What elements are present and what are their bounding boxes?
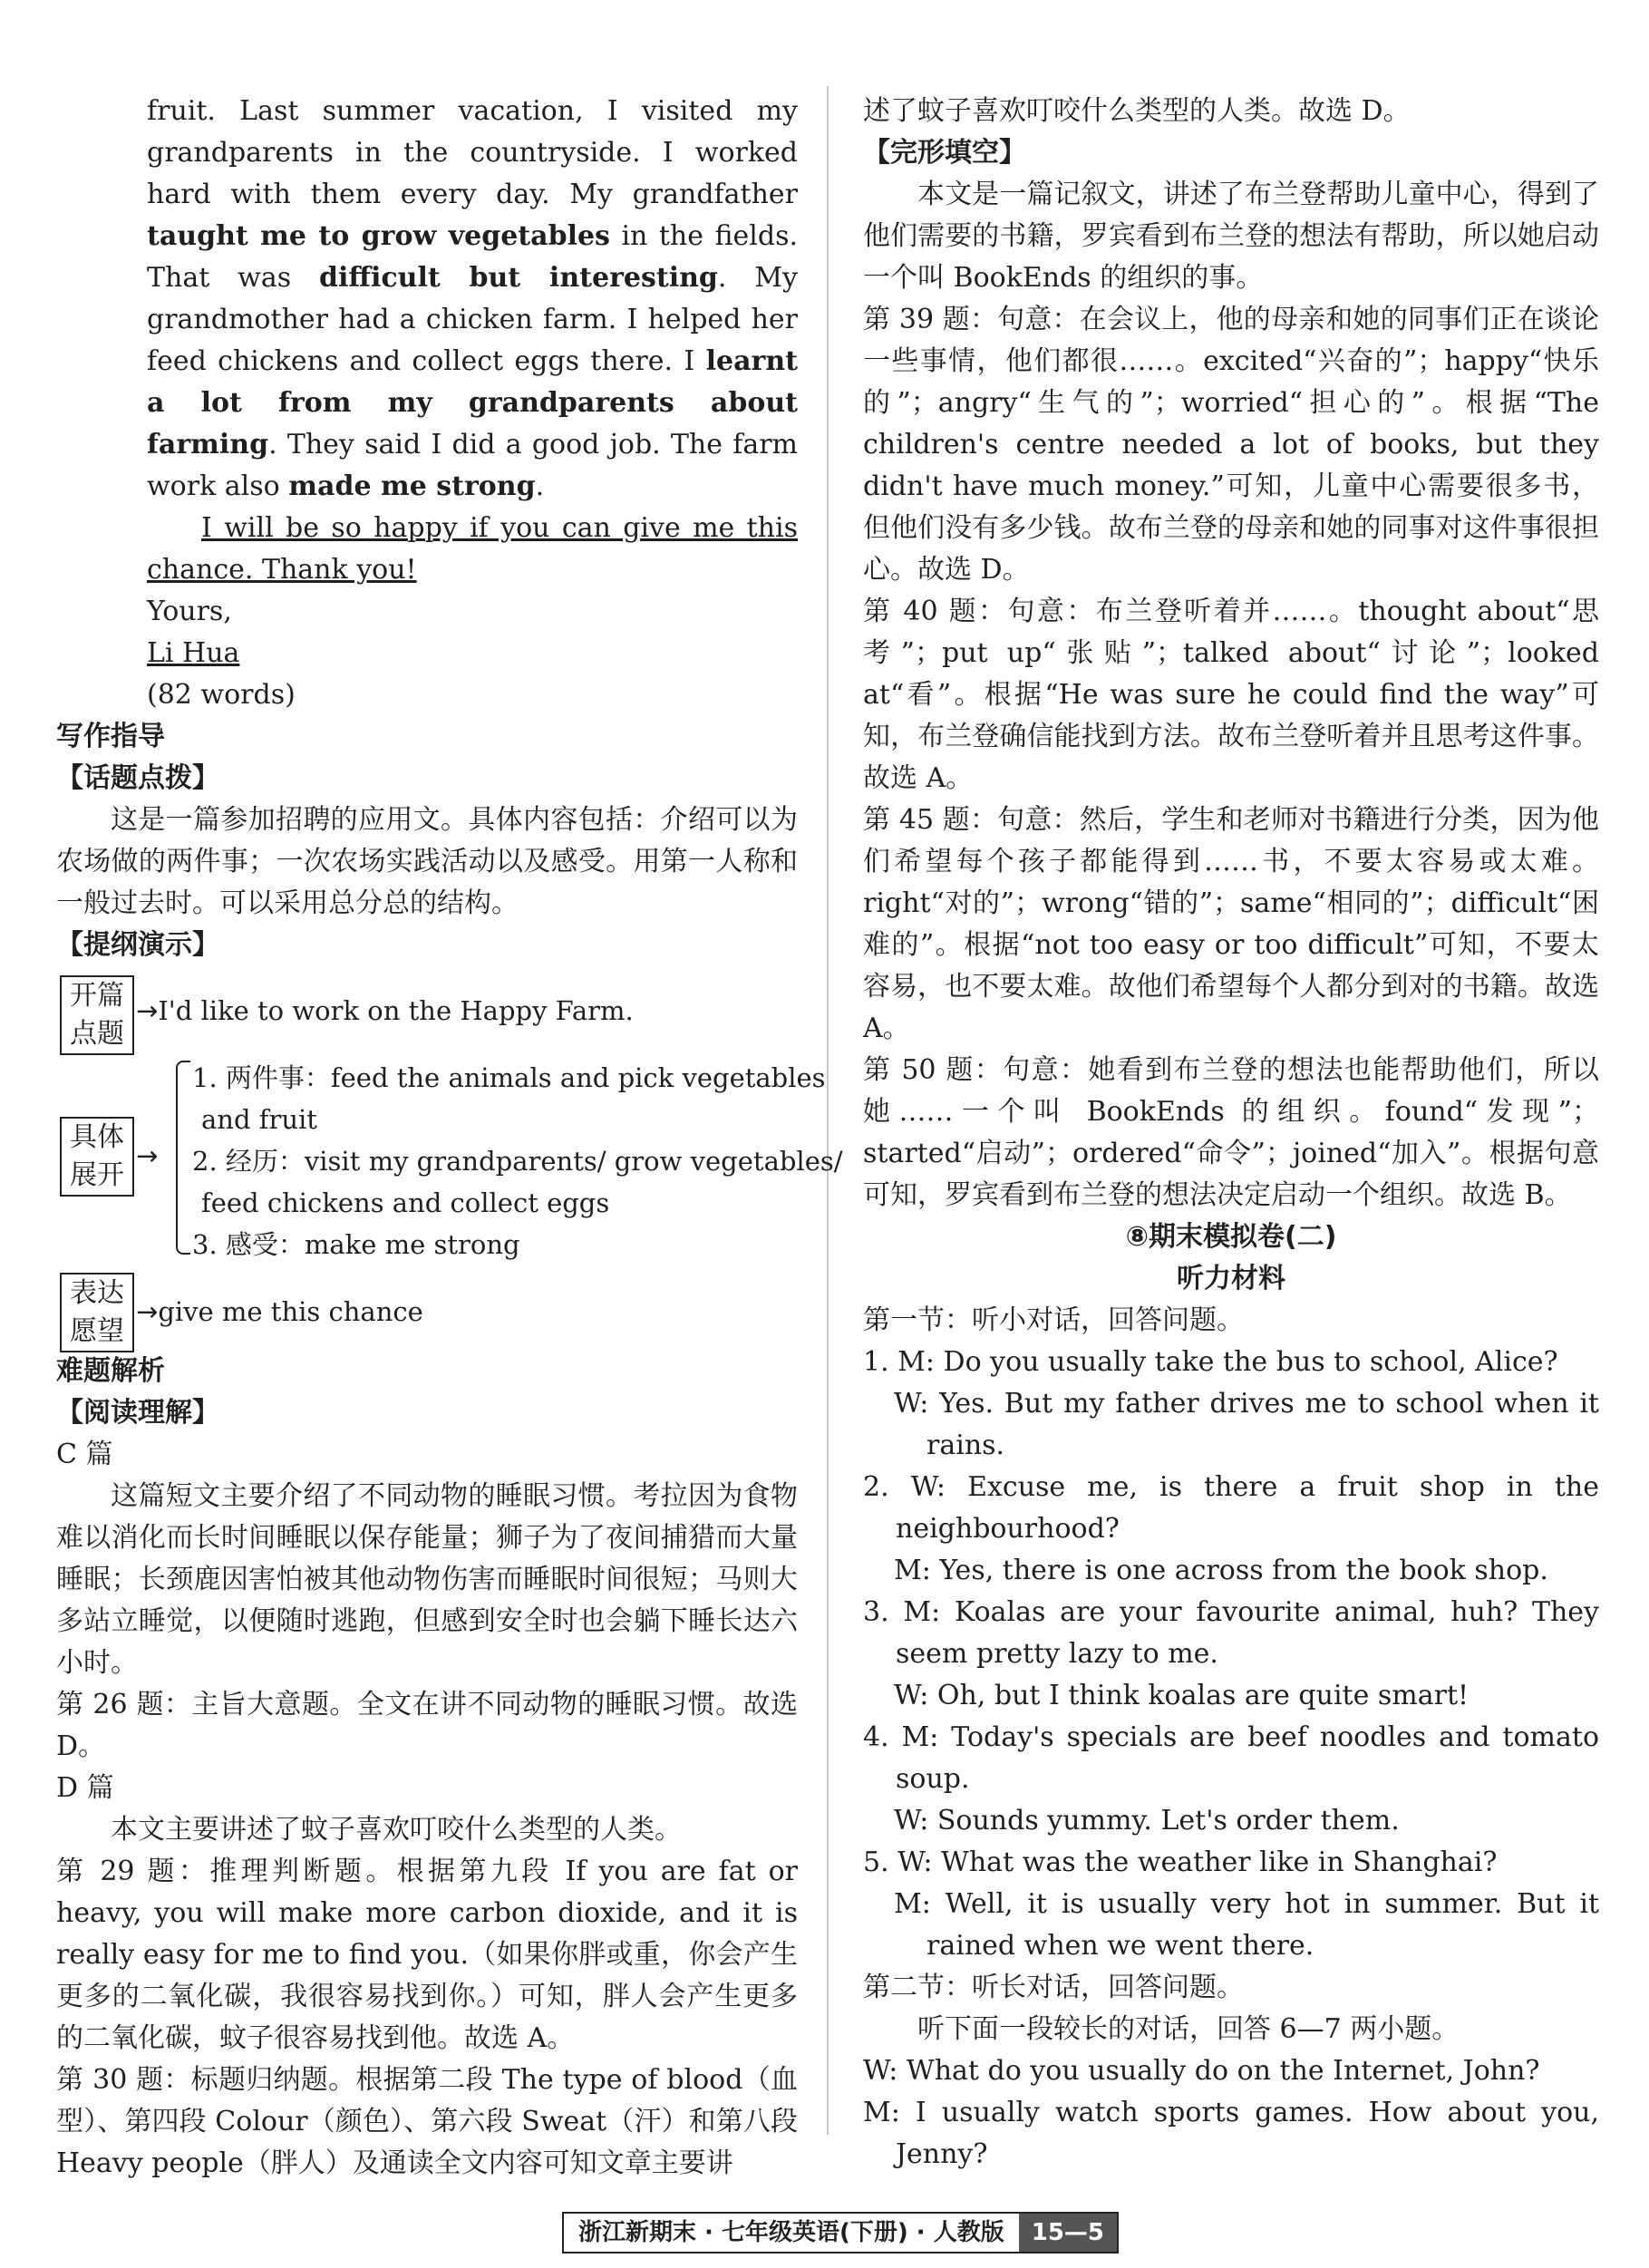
outline-box-body-line1: 具体 [70, 1121, 124, 1153]
outline-line-wish [136, 1291, 423, 1333]
letter-bold-phrase: difficult but interesting [318, 262, 718, 294]
left-column [56, 91, 843, 2185]
reading-heading: 【阅读理解】 [56, 1397, 219, 1429]
outline-item-2a: 2. 经历：visit my grandparents/ grow vegetables/ [192, 1146, 843, 1177]
letter-text: . [535, 470, 545, 502]
question-40: 第 40 题：句意：布兰登听着并……。thought about“思考”；put up“张贴”；talked about“讨论”；looked at“看”。根据“He was sure he could find the way”可知，布兰登确信能找到方法。故布兰登听着并且思考这件事。故选 A。 [863, 596, 1599, 794]
question-29: 第 29 题：推理判断题。根据第九段 If you are fat or heavy, you will make more carbon dioxide, and it is really easy for me to find you.（如果你胖或重，你会产生更多的二氧化碳，我很容易找到你。）可知，胖人会产生更多的二氧化碳，蚊子很容易找到他。故选 A。 [56, 1856, 798, 2054]
outline-item-1a: 1. 两件事：feed the animals and pick vegetables [192, 1062, 826, 1093]
topic-heading: 【话题点拨】 [56, 762, 219, 794]
outline-box-body [60, 1117, 134, 1197]
outline-item-1b: and fruit [201, 1104, 317, 1135]
outline-box-intro-line2: 点题 [70, 1018, 124, 1050]
letter-bold-phrase: taught me to grow vegetables [147, 220, 610, 252]
writing-guide-heading: 写作指导 [56, 721, 165, 752]
dialog-2-line-a: 2. W: Excuse me, is there a fruit shop in the neighbourhood? [863, 1471, 1599, 1545]
passage-c-summary: 这篇短文主要介绍了不同动物的睡眠习惯。考拉因为食物难以消化而长时间睡眠以保存能量；狮子为了夜间捕猎而大量睡眠；长颈鹿因害怕被其他动物伤害而睡眠时间很短；马则大多站立睡觉，以便随时逃跑，但感到安全时也会躺下睡长达六小时。 [56, 1480, 798, 1679]
arrow-icon: → [136, 995, 159, 1026]
outline-box-wish-line1: 表达 [70, 1277, 124, 1309]
listening-title: 听力材料 [1177, 1263, 1285, 1294]
letter-closing: Yours, [147, 596, 232, 627]
long-dialog-line-1: W: What do you usually do on the Internet, John? [863, 2055, 1540, 2087]
outline-box-intro [60, 975, 134, 1055]
topic-text: 这是一篇参加招聘的应用文。具体内容包括：介绍可以为农场做的两件事；一次农场实践活动以及感受。用第一人称和一般过去时。可以采用总分总的结构。 [56, 804, 798, 919]
dialog-5-line-a: 5. W: What was the weather like in Shanghai? [863, 1846, 1498, 1878]
letter-bold-phrase: made me strong [288, 470, 536, 502]
outline-box-body-line2: 展开 [70, 1159, 124, 1191]
dialog-4-line-a: 4. M: Today's specials are beef noodles and tomato soup. [863, 1721, 1599, 1795]
dialog-1-line-a: 1. M: Do you usually take the bus to school, Alice? [863, 1346, 1558, 1378]
question-39: 第 39 题：句意：在会议上，他的母亲和她的同事们正在谈论一些事情，他们都很……。excited“兴奋的”；happy“快乐的”；angry“生气的”；worried“担心的”。根据“The children's centre needed a lot of books, but they didn't have much money.”可知，儿童中心需要很多书，但他们没有多少钱。故布兰登的母亲和她的同事对这件事很担心。故选 D。 [863, 304, 1599, 586]
long-dialog-line-2: M: I usually watch sports games. How about you, Jenny? [863, 2097, 1599, 2170]
outline-box-wish-line2: 愿望 [70, 1315, 124, 1347]
outline-brace [176, 1061, 190, 1255]
passage-d-label: D 篇 [56, 1772, 114, 1804]
outline-intro-text: I'd like to work on the Happy Farm. [158, 995, 634, 1026]
cloze-summary: 本文是一篇记叙文，讲述了布兰登帮助儿童中心，得到了他们需要的书籍，罗宾看到布兰登的想法有帮助，所以她启动一个叫 BookEnds 的组织的事。 [863, 179, 1599, 294]
letter-signature [147, 633, 798, 674]
word-count: (82 words) [147, 679, 296, 711]
passage-c-label: C 篇 [56, 1439, 113, 1470]
exam-title: ⑧期末模拟卷(二) [1125, 1221, 1337, 1253]
letter-closing-sentence: I will be so happy if you can give me this chance. Thank you! [147, 512, 798, 586]
hard-analysis-heading: 难题解析 [56, 1355, 165, 1387]
outline-wish-text: give me this chance [158, 1296, 423, 1327]
signature-name: Li Hua [147, 637, 240, 669]
letter-text: . My grandmother had a chicken farm. I helped her feed chickens and collect eggs there. I [147, 262, 798, 377]
outline-box-intro-line1: 开篇 [70, 980, 124, 1012]
outline-item-2b: feed chickens and collect eggs [201, 1187, 610, 1218]
dialog-5-line-b: M: Well, it is usually very hot in summer. But it rained when we went there. [894, 1888, 1599, 1962]
question-30-continued: 述了蚊子喜欢叮咬什么类型的人类。故选 D。 [863, 95, 1411, 127]
arrow-icon: → [136, 1140, 159, 1171]
column-divider [827, 86, 829, 2135]
outline-line-intro [136, 990, 634, 1032]
letter-text: . They said I did a good job. The farm work also [147, 429, 798, 502]
section-2-heading: 第二节：听长对话，回答问题。 [863, 1972, 1244, 2003]
dialog-1-line-b: W: Yes. But my father drives me to school when it rains. [894, 1388, 1599, 1461]
outline-box-wish [60, 1273, 134, 1352]
dialog-4-line-b: W: Sounds yummy. Let's order them. [894, 1805, 1400, 1837]
arrow-icon: → [136, 1296, 159, 1327]
letter-paragraph-2 [147, 508, 798, 591]
page-footer [562, 2212, 1119, 2253]
question-45: 第 45 题：句意：然后，学生和老师对书籍进行分类，因为他们希望每个孩子都能得到……书，不要太容易或太难。right“对的”；wrong“错的”；same“相同的”；difficult“困难的”。根据“not too easy or too difficult”可知，不要太容易，也不要太难。故他们希望每个人都分到对的书籍。故选 A。 [863, 804, 1599, 1044]
passage-d-summary: 本文主要讲述了蚊子喜欢叮咬什么类型的人类。 [111, 1814, 682, 1846]
dialog-2-line-b: M: Yes, there is one across from the book shop. [894, 1555, 1548, 1586]
dialog-3-line-b: W: Oh, but I think koalas are quite smart! [894, 1680, 1470, 1711]
outline-diagram [56, 970, 843, 1351]
letter-text: fruit. Last summer vacation, I visited my grandparents in the countryside. I worked hard with them every day. My grandfather [147, 95, 798, 210]
letter-text: in the fields. That was [147, 220, 799, 294]
letter-paragraph-1 [147, 91, 798, 508]
letter-block [56, 91, 798, 716]
short-dialogs [863, 1342, 1599, 1967]
footer-title: 浙江新期末 · 七年级英语(下册) · 人教版 [578, 2219, 1004, 2246]
dialog-3-line-a: 3. M: Koalas are your favourite animal, huh? They seem pretty lazy to me. [863, 1596, 1599, 1670]
section-1-heading: 第一节：听小对话，回答问题。 [863, 1304, 1244, 1336]
outline-heading: 【提纲演示】 [56, 929, 219, 961]
question-26: 第 26 题：主旨大意题。全文在讲不同动物的睡眠习惯。故选 D。 [56, 1689, 798, 1762]
section-2-intro: 听下面一段较长的对话，回答 6—7 两小题。 [917, 2013, 1460, 2045]
outline-arrow-body [136, 1135, 158, 1177]
right-column [863, 91, 1599, 2176]
outline-item-3: 3. 感受：make me strong [192, 1229, 520, 1260]
page-number: 15—5 [1019, 2214, 1117, 2252]
question-30: 第 30 题：标题归纳题。根据第二段 The type of blood（血型）、第四段 Colour（颜色）、第六段 Sweat（汗）和第八段 Heavy people（胖人）及通读全文内容可知文章主要讲 [56, 2064, 798, 2179]
cloze-heading: 【完形填空】 [863, 137, 1026, 169]
letter-bold-phrase: learnt a lot from my grandparents about farming [147, 345, 798, 460]
question-50: 第 50 题：句意：她看到布兰登的想法也能帮助他们，所以她……一个叫 BookEnds 的组织。found“发现”；started“启动”；ordered“命令”；joined“加入”。根据句意可知，罗宾看到布兰登的想法决定启动一个组织。故选 B。 [863, 1054, 1599, 1211]
